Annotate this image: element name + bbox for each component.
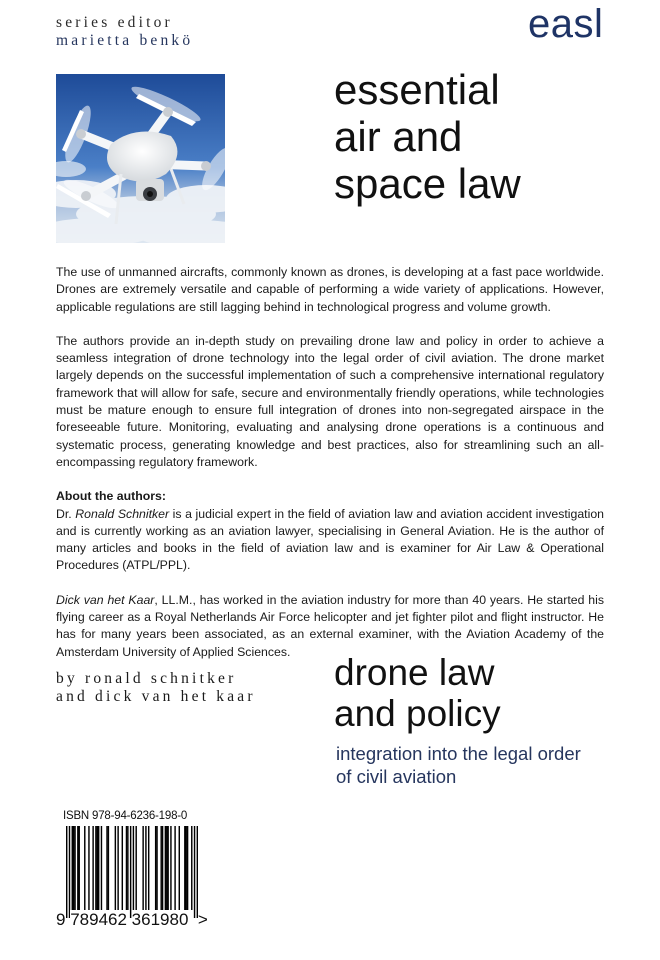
barcode-bar (122, 826, 123, 910)
book-subtitle-line: of civil aviation (336, 766, 457, 787)
series-editor-block (56, 14, 193, 50)
barcode-bar (145, 826, 146, 910)
barcode-bar (72, 826, 73, 910)
author2-bio-paragraph (56, 592, 604, 661)
byline-line: and dick van het kaar (56, 688, 256, 705)
barcode-digits (56, 910, 208, 930)
barcode-bar (77, 826, 78, 910)
author1-bio: is a judicial expert in the field of aviation law and aviation accident investigation and is currently working as an aviation lawyer, specialising in General Aviation. He is the author of many articles and books in the field of aviation law and is examiner for Air Law & Operational Procedures (ATPL/PPL). (56, 506, 604, 573)
barcode-bar (97, 826, 98, 910)
barcode-bar (79, 826, 80, 910)
book-title-line: and policy (334, 693, 501, 734)
barcode-bar (106, 826, 107, 910)
barcode-bar (135, 826, 136, 910)
barcode-digit-group: 789462 (70, 910, 127, 929)
barcode-bar (84, 826, 85, 910)
barcode-bar (95, 826, 96, 910)
barcode-bar (92, 826, 93, 910)
barcode-bar (74, 826, 75, 910)
barcode-bar (127, 826, 128, 910)
isbn-barcode (66, 826, 198, 918)
author1-name: Ronald Schnitker (75, 506, 170, 521)
byline-line: by ronald schnitker (56, 670, 237, 687)
author2-bio: , LL.M., has worked in the aviation industry for more than 40 years. He started his flying career as a Royal Netherlands Air Force helicopter and jet fighter pilot and flight instructor. He has for many years been associated, as an external examiner, with the Aviation Academy of the Amsterdam University of Applied Sciences. (56, 592, 605, 659)
drone-photo (56, 74, 225, 243)
barcode-bar (194, 826, 195, 918)
author-byline (56, 670, 256, 706)
barcode-bar (165, 826, 166, 910)
publisher-logo: easl (528, 2, 604, 46)
series-editor-name: marietta benkö (56, 32, 194, 49)
barcode-bar (126, 826, 127, 910)
barcode-digit-first: 9 (56, 910, 66, 929)
barcode-bar (156, 826, 157, 910)
barcode-bar (184, 826, 185, 910)
description-paragraph: The use of unmanned aircrafts, commonly known as drones, is developing at a fast pace worldwide. Drones are extremely versatile and capable of performing a wide variety of applications. However, applicable regulations are still lagging behind in technological progress and volume growth. (56, 265, 604, 314)
back-cover-description (56, 264, 604, 678)
barcode-bar (174, 826, 175, 910)
barcode-bar (115, 826, 116, 910)
barcode-bar (166, 826, 167, 910)
barcode-bar (148, 826, 149, 910)
barcode-bar (191, 826, 192, 910)
author1-prefix: Dr. (56, 506, 76, 521)
series-title (334, 66, 521, 207)
barcode-digit-group: 361980 (131, 910, 189, 929)
barcode-quiet-zone-marker: > (197, 910, 208, 929)
barcode-bar (88, 826, 89, 910)
barcode-bar (155, 826, 156, 910)
barcode-bar (66, 826, 67, 918)
barcode-bar (197, 826, 198, 918)
series-title-line: air and (334, 113, 463, 160)
barcode-bar (162, 826, 163, 910)
barcode-bar (187, 826, 188, 910)
book-subtitle (336, 742, 581, 788)
isbn-label: ISBN 978-94-6236-198-0 (63, 810, 188, 822)
author2-name: Dick van het Kaar (56, 592, 155, 607)
drone-lens-center (147, 191, 153, 197)
barcode-bar (69, 826, 70, 918)
book-title (334, 652, 501, 734)
barcode-bar (73, 826, 74, 910)
barcode-bar (133, 826, 134, 918)
barcode-bar (108, 826, 109, 910)
barcode-bar (101, 826, 102, 910)
barcode-bar (160, 826, 161, 910)
barcode-bar (98, 826, 99, 910)
barcode-bar (117, 826, 118, 910)
drone-illustration (56, 74, 225, 243)
book-title-line: drone law (334, 652, 495, 693)
series-title-line: essential (334, 66, 500, 113)
about-authors-heading: About the authors: (56, 489, 166, 504)
book-subtitle-line: integration into the legal order (336, 743, 581, 764)
barcode-bar (130, 826, 131, 918)
barcode-bar (179, 826, 180, 910)
series-editor-label: series editor (56, 14, 173, 31)
barcode-bar (167, 826, 168, 910)
author1-bio-paragraph (56, 506, 604, 575)
series-title-line: space law (334, 160, 521, 207)
barcode-bar (185, 826, 186, 910)
description-paragraph: The authors provide an in-depth study on prevailing drone law and policy in order to achieve a seamless integration of drone technology into the legal order of civil aviation. The drone market largely depends on the successful implementation of such a comprehensive international regulatory framework that will allow for safe, secure and environmentally friendly operations, while technologies must be mature enough to ensure full integration of drones into non-segregated airspace in the foreseeable future. Monitoring, evaluating and analysing drone operations is a continuous and systematic process, generating knowledge and best practices, also for streamlining such an all-encompassing regulatory framework. (56, 333, 604, 469)
barcode-bar (170, 826, 171, 910)
barcode-bar (142, 826, 143, 910)
